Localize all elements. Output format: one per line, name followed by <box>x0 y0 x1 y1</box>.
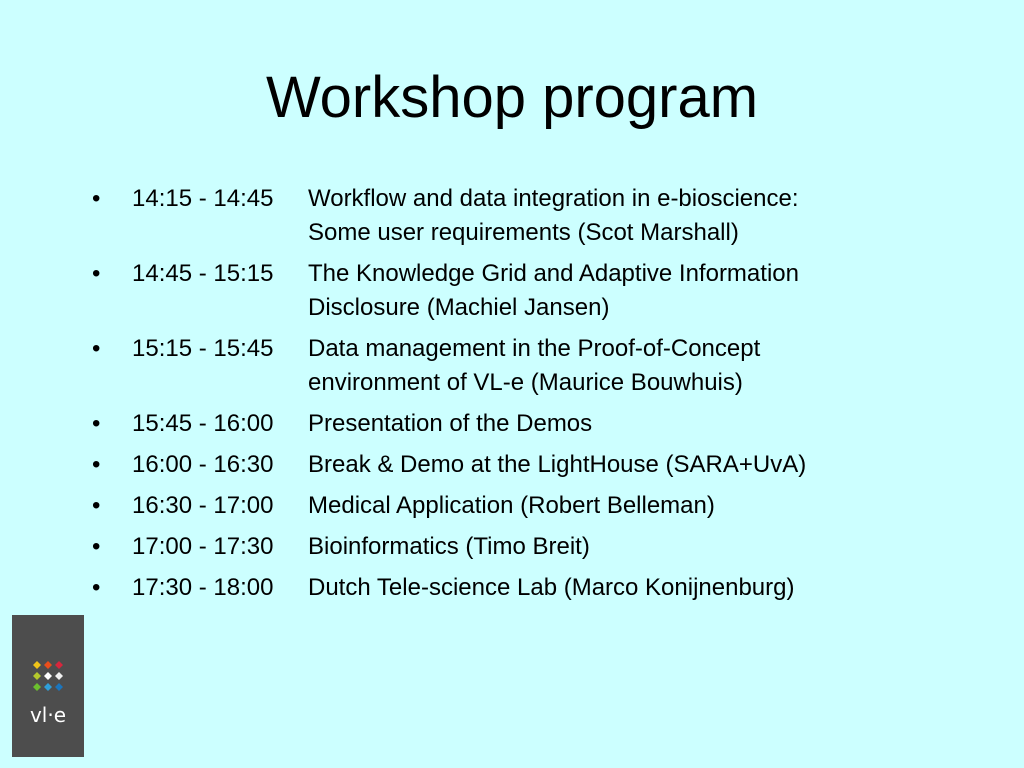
bullet-icon: • <box>92 533 101 560</box>
program-item <box>92 489 992 523</box>
program-description-line: The Knowledge Grid and Adaptive Information <box>308 260 799 287</box>
program-description-line: Some user requirements (Scot Marshall) <box>308 219 739 246</box>
program-item <box>92 571 992 605</box>
program-item <box>92 257 992 325</box>
bullet-icon: • <box>92 185 101 212</box>
bullet-icon: • <box>92 335 101 362</box>
program-time: 14:15 - 14:45 <box>132 185 274 212</box>
program-description <box>308 448 992 482</box>
bullet-icon: • <box>92 574 101 601</box>
program-description <box>308 489 992 523</box>
program-description <box>308 530 992 564</box>
bullet-icon: • <box>92 451 101 478</box>
program-time: 17:00 - 17:30 <box>132 533 274 560</box>
program-description-line: Presentation of the Demos <box>308 410 593 437</box>
workshop-program-list <box>92 182 992 612</box>
vl-e-logo-icon <box>30 658 66 694</box>
program-description-line: environment of VL-e (Maurice Bouwhuis) <box>308 369 743 396</box>
program-description-line: Disclosure (Machiel Jansen) <box>308 294 610 321</box>
program-description <box>308 182 992 250</box>
program-item <box>92 182 992 250</box>
program-description <box>308 571 992 605</box>
program-description <box>308 332 992 400</box>
program-description-line: Break & Demo at the LightHouse (SARA+UvA) <box>308 451 807 478</box>
program-description-line: Dutch Tele-science Lab (Marco Konijnenburg) <box>308 574 795 601</box>
program-time: 17:30 - 18:00 <box>132 574 274 601</box>
slide-title: Workshop program <box>265 65 759 130</box>
program-item <box>92 530 992 564</box>
bullet-icon: • <box>92 410 101 437</box>
program-time: 15:15 - 15:45 <box>132 335 274 362</box>
vl-e-logo-text: vl·e <box>29 703 67 727</box>
bullet-icon: • <box>92 492 101 519</box>
vl-e-logo <box>12 615 84 757</box>
program-description <box>308 257 992 325</box>
program-time: 16:00 - 16:30 <box>132 451 274 478</box>
program-time: 15:45 - 16:00 <box>132 410 274 437</box>
program-item <box>92 448 992 482</box>
program-description-line: Medical Application (Robert Belleman) <box>308 492 715 519</box>
bullet-icon: • <box>92 260 101 287</box>
program-description-line: Bioinformatics (Timo Breit) <box>308 533 590 560</box>
program-description <box>308 407 992 441</box>
program-time: 16:30 - 17:00 <box>132 492 274 519</box>
program-time: 14:45 - 15:15 <box>132 260 274 287</box>
program-item <box>92 332 992 400</box>
program-item <box>92 407 992 441</box>
program-description-line: Data management in the Proof-of-Concept <box>308 335 761 362</box>
program-description-line: Workflow and data integration in e-bioscience: <box>308 185 799 212</box>
